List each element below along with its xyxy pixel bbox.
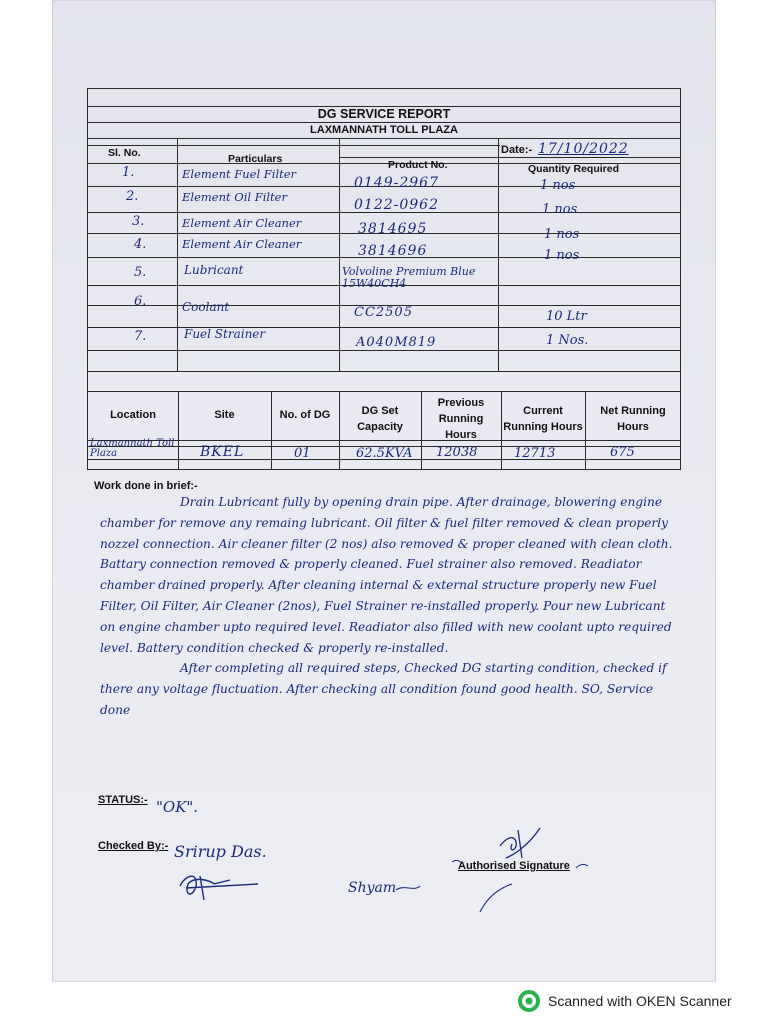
- oken-scanner-logo-icon: [518, 990, 540, 1012]
- checked-by-value: Srirup Das.: [174, 842, 267, 861]
- header-site: Site: [214, 409, 235, 421]
- scanner-watermark: [518, 990, 732, 1012]
- header-curr-hours: Current Running Hours: [503, 405, 583, 433]
- row1-product: 0149-2967: [354, 175, 439, 191]
- row4-sl: 4.: [134, 237, 147, 252]
- row2-qty: 1 nos: [542, 202, 578, 217]
- row1-sl: 1.: [122, 165, 135, 180]
- row6-particular: Coolant: [182, 300, 230, 314]
- signer-name: Shyam: [348, 880, 397, 896]
- row3-particular: Element Air Cleaner: [182, 216, 302, 230]
- value-curr-hours: 12713: [514, 446, 556, 461]
- report-subtitle: LAXMANNATH TOLL PLAZA: [310, 124, 458, 136]
- row1-qty: 1 nos: [540, 178, 576, 193]
- header-quantity: Quantity Required: [528, 163, 620, 175]
- header-sl-no: Sl. No.: [108, 147, 141, 159]
- row5-particular: Lubricant: [184, 263, 244, 277]
- work-done-text: [100, 492, 680, 721]
- date-label: Date:-: [501, 144, 533, 156]
- row1-particular: Element Fuel Filter: [182, 167, 297, 181]
- row7-particular: Fuel Strainer: [184, 327, 266, 341]
- row6-qty: 10 Ltr: [546, 309, 587, 324]
- row4-product: 3814696: [358, 243, 428, 259]
- work-paragraph-2: After completing all required steps, Checked DG starting condition, checked if there any voltage fluctuation. After checking all condition found good health. SO, Service done: [100, 661, 667, 717]
- value-net-hours: 675: [610, 445, 635, 460]
- header-no-of-dg: No. of DG: [279, 409, 331, 421]
- value-prev-hours: 12038: [436, 445, 478, 460]
- row5-product: Volvoline Premium Blue 15W40CH4: [342, 265, 476, 290]
- row4-particular: Element Air Cleaner: [182, 237, 302, 251]
- row6-sl: 6.: [134, 294, 147, 309]
- header-capacity: DG Set Capacity: [357, 405, 403, 433]
- value-location: Laxmannath Toll Plaza: [90, 438, 175, 459]
- work-paragraph-1: Drain Lubricant fully by opening drain pipe. After drainage, blowering engine chamber for remove any remaing lubricant. Oil filter & fuel filter removed & clean properly nozzel connection. Air cleaner filter (2 nos) also removed & proper cleaned with clean cloth. Battary connection removed & properly cleaned. Fuel strainer also removed. Readiator chamber drained properly. After cleaning internal & external structure properly new Fuel Filter, Oil Filter, Air Cleaner (2nos), Fuel Strainer re-installed properly. Pour new Lubricant on engine chamber upto required level. Readiator also filled with new coolant upto required level. Battery condition checked & properly re-installed.: [100, 495, 673, 655]
- checked-by-label: Checked By:-: [98, 840, 169, 852]
- authorised-signature-label: Authorised Signature: [458, 860, 570, 872]
- status-value: "OK".: [156, 798, 199, 816]
- status-label: STATUS:-: [98, 794, 148, 806]
- service-report-form: [87, 88, 681, 470]
- header-location: Location: [110, 409, 156, 421]
- header-prev-hours: Previous Running Hours: [437, 397, 485, 441]
- row3-product: 3814695: [358, 221, 428, 237]
- scanner-watermark-text: Scanned with OKEN Scanner: [548, 993, 732, 1009]
- date-value: 17/10/2022: [538, 141, 629, 157]
- value-site: BKEL: [200, 444, 245, 460]
- row2-particular: Element Oil Filter: [182, 190, 287, 204]
- row7-product: A040M819: [356, 335, 437, 350]
- report-title: DG SERVICE REPORT: [317, 107, 451, 121]
- header-particulars: Particulars: [228, 153, 283, 165]
- row3-sl: 3.: [132, 214, 145, 229]
- row2-sl: 2.: [126, 189, 139, 204]
- row6-product: CC2505: [354, 305, 413, 320]
- row2-product: 0122-0962: [354, 197, 439, 213]
- row7-sl: 7.: [134, 329, 147, 344]
- row4-qty: 1 nos: [544, 248, 580, 263]
- value-no-of-dg: 01: [294, 446, 311, 461]
- row7-qty: 1 Nos.: [546, 333, 589, 348]
- work-done-label: Work done in brief:-: [94, 480, 198, 492]
- value-capacity: 62.5KVA: [356, 446, 413, 461]
- row5-sl: 5.: [134, 265, 147, 280]
- row3-qty: 1 nos: [544, 227, 580, 242]
- header-product-no: Product No.: [388, 159, 448, 171]
- header-net-hours: Net Running Hours: [600, 405, 666, 433]
